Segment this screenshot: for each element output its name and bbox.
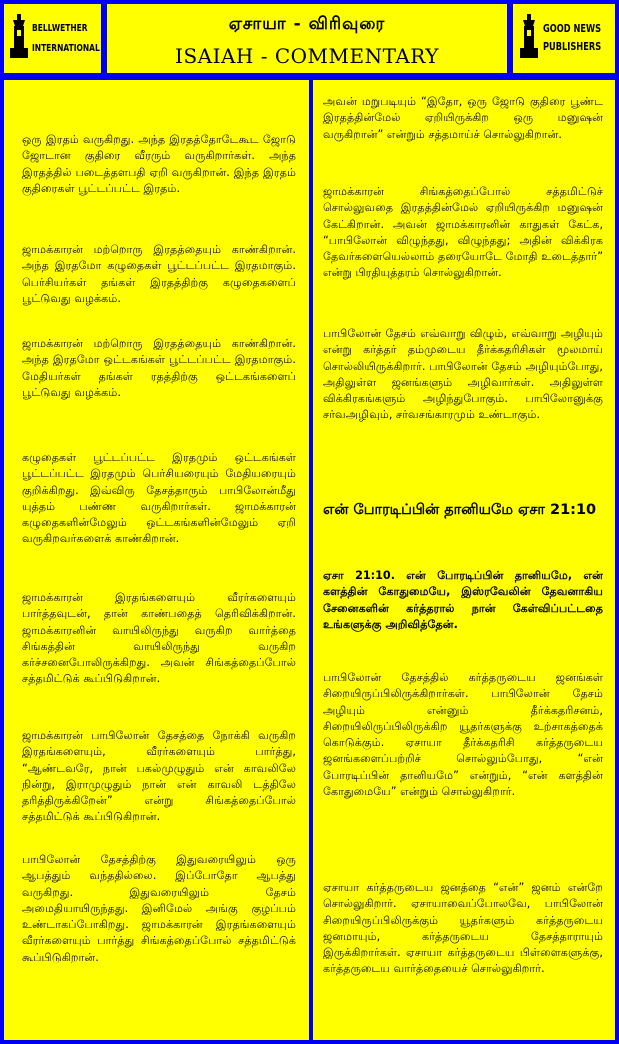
left-logo-line1: BELLWETHER <box>32 23 88 34</box>
paragraph: ஜாமக்காரன் பாபிலோன் தேசத்தை நோக்கி வருகிற இரதங்களையும், வீரர்களையும் பார்த்து, “ஆண்டவரே, நான் பகல்முழுதும் என் காவலிலே நின்று, இராமுழுதும் நான் என் காவலி டத்திலே தரித்திருக்கிறேன்” என்று சிங்கத்தைப்போல் சத்தமிட்டுக் கூப்பிடுகிறான். <box>22 729 296 824</box>
bell-tower-icon <box>10 14 28 58</box>
paragraph: பாபிலோன் தேசத்திற்கு இதுவரையிலும் ஒரு ஆபத்தும் வந்ததில்லை. இப்போதோ ஆபத்து வருகிறது. இதுவரையிலும் தேசம் அமைதியாயிருந்தது. இனிமேல் அங்கு குழப்பம் உண்டாகப்போகிறது. ஜாமக்காரன் இரதங்களையும் வீரர்களையும் பார்த்து சிங்கத்தைப்போல் சத்தமிட்டுக் கூப்பிடுகிறான். <box>22 853 296 964</box>
left-logo-line2: INTERNATIONAL <box>32 43 100 54</box>
paragraph: அவன் மறுபடியும் “இதோ, ஒரு ஜோடு குதிரை பூண்ட இரதத்தின்மேல் ஏறியிருக்கிற ஒரு மனுஷன் வருகிறான்” என்றும் சத்தமாய்ச் சொல்லுகிறான். <box>323 95 603 141</box>
right-logo-line2: PUBLISHERS <box>543 40 602 53</box>
paragraph: ஏசாயா கர்த்தருடைய ஜனத்தை “என்” ஜனம் என்றே சொல்லுகிறார். ஏசாயாவைப்போலவே, பாபிலோன் சிறையிருப்பிலிருக்கும் யூதர்களும் கர்த்தருடைய ஜனமாயும், கர்த்தருடைய தேசத்தாராயும் இருக்கிறார்கள். ஏசாயா கர்த்தருடைய பிள்ளைகளுக்கு, கர்த்தருடைய வார்த்தையைச் சொல்லுகிறார். <box>323 881 603 976</box>
title-english: ISAIAH - COMMENTARY <box>175 44 439 68</box>
right-column <box>313 80 615 1040</box>
paragraph: ஜாமக்காரன் மற்றொரு இரதத்தையும் காண்கிறான். அந்த இரதமோ கழுதைகள் பூட்டப்பட்ட இரதமாகும். பெர்சியர்கள் தங்கள் இரதத்திற்கு கழுதைகளைப் பூட்டுவது வழக்கம். <box>22 243 296 305</box>
title-tamil: ஏசாயா - விரிவுரை <box>228 14 386 34</box>
bell-tower-icon <box>520 14 538 58</box>
paragraph: கழுதைகள் பூட்டப்பட்ட இரதமும் ஒட்டகங்கள் பூட்டப்பட்ட இரதமும் பெர்சியரையும் மேதியரையும் குறிக்கிறது. இவ்விரு தேசத்தாரும் பாபிலோன்மீது யுத்தம் பண்ண வருகிறார்கள். ஜாமக்காரன் கழுதைகளின்மேலும் ஒட்டகங்களின்மேலும் ஏறி வருகிறவர்களைக் காண்கிறான். <box>22 451 296 546</box>
section-heading: என் போரடிப்பின் தானியமே ஏசா 21:10 <box>323 502 597 518</box>
paragraph: ஜாமக்காரன் சிங்கத்தைப்போல் சத்தமிட்டுச் சொல்லுவதை இரதத்தின்மேல் ஏறியிருக்கிற மனுஷன் கேட்கிறான். அவன் ஜாமக்காரனின் காதுகள் கேட்க, “பாபிலோன் விழுந்தது, விழுந்தது; அதின் விக்கிரக தேவர்களையெல்லாம் தரையோடே மோதி உடைத்தார்” என்று பிரதியுத்தரம் சொல்லுகிறான். <box>323 185 603 280</box>
paragraph: ஜாமக்காரன் மற்றொரு இரதத்தையும் காண்கிறான். அந்த இரதமோ ஒட்டகங்கள் பூட்டப்பட்ட இரதமாகும். மேதியர்கள் தங்கள் ரதத்திற்கு ஒட்டகங்களைப் பூட்டுவது வழக்கம். <box>22 337 296 399</box>
left-column <box>4 80 309 1040</box>
title-banner <box>107 4 507 73</box>
paragraph: பாபிலோன் தேசத்தில் கர்த்தருடைய ஜனங்கள் சிறையிருப்பிலிருக்கிறார்கள். பாபிலோன் தேசம் அழியும் என்னும் தீர்க்கதரிசனம், சிறையிலிருப்பிலிருக்கிற யூதர்களுக்கு உற்சாகத்தைக் கொடுக்கும். ஏசாயா தீர்க்கதரிசி கர்த்தருடைய ஜனங்களைப்பற்றிச் சொல்லும்போது, “என் போரடிப்பின் தானியமே” என்றும், “என் களத்தின் கோதுமையே” என்றும் சொல்லுகிறார். <box>323 671 603 799</box>
paragraph: ஜாமக்காரன் இரதங்களையும் வீரர்களையும் பார்த்தவுடன், தான் காண்பதைத் தெரிவிக்கிறான். ஜாமக்காரனின் வாயிலிருந்து வருகிற வார்த்தை சிங்கத்தின் வாயிலிருந்து வருகிற கர்ச்சனைபோலிருக்கிறது. அவன் சிங்கத்தைப்போல் சத்தமிட்டுக் கூப்பிடுகிறான். <box>22 591 296 686</box>
bellwether-logo <box>4 4 101 73</box>
verse-text: ஏசா 21:10. என் போரடிப்பின் தானியமே, என் களத்தின் கோதுமையே, இஸ்ரவேலின் தேவனாகிய சேனைகளின் கர்த்தரால் நான் கேள்விப்பட்டதை உங்களுக்கு அறிவித்தேன். <box>323 569 603 631</box>
good-news-logo <box>513 4 615 73</box>
paragraph: பாபிலோன் தேசம் எவ்வாறு விழும், எவ்வாறு அழியும் என்று கர்த்தர் தம்முடைய தீர்க்கதரிசிகள் மூலமாய் சொல்லியிருக்கிறார். பாபிலோன் தேசம் அழியும்போது, அதிலுள்ள ஜனங்களும் அழிவார்கள். அதிலுள்ள விக்கிரகங்களும் அழிந்துபோகும். பாபிலோனுக்கு சர்வஅழிவும், சர்வசங்காரமும் உண்டாகும். <box>323 327 603 422</box>
paragraph: ஒரு இரதம் வருகிறது. அந்த இரதத்தோடேகூட ஜோடு ஜோடான குதிரை வீரரும் வருகிறார்கள். அந்த இரதத்தில் படைத்தளபதி ஏறி வருகிறான். இந்த இரதம் குதிரைகள் பூட்டப்பட்ட இரதம். <box>22 133 296 195</box>
right-logo-line1: GOOD NEWS <box>543 22 602 35</box>
